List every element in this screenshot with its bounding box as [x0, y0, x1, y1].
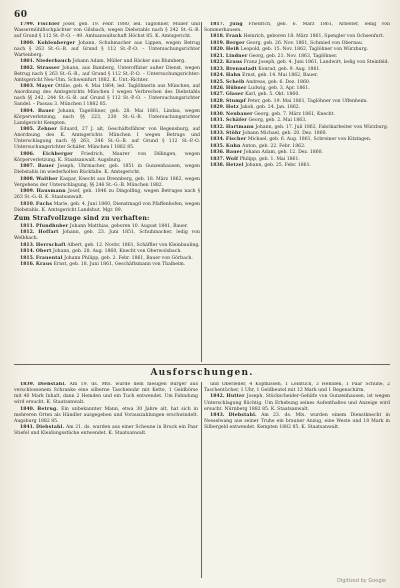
entry [204, 73, 390, 79]
entry-number: 1817. [210, 22, 225, 27]
entry-number: 1830. [210, 111, 225, 117]
entry [14, 66, 200, 84]
entry-text: Johann, geb. 28. Aug. 1860, Knecht von Oberwolsbach. [53, 249, 182, 255]
entry-number: 1821. [210, 53, 225, 59]
entry [204, 137, 390, 143]
entry-text: Ein unbekannter Mann, etwa 30 Jahre alt, hat sich in mehreren Orten als Händler ausgegeben und Vorauszahlungen erschwindelt. Augsburg 1882 85. [14, 406, 198, 424]
entry-text: Georg, geb. 26. Nov. 1861, Schmied von Obernau. [246, 40, 364, 46]
entry-number: 1841. [20, 425, 35, 431]
entry-name: Kraus [225, 60, 243, 66]
entry [14, 224, 200, 230]
entry-text: Leopold, geb. 15. Nov. 1862, Taglöhner von Würzburg. [240, 47, 369, 53]
entry-number: 1803. [20, 84, 35, 90]
entry [14, 382, 198, 406]
entry-name: Berger [225, 40, 245, 46]
entry-number: 1815. [20, 255, 35, 261]
entry [14, 41, 200, 59]
entry-number: 1813. [20, 242, 35, 248]
entry-name: Diebstahl. [228, 413, 257, 419]
entry [14, 230, 200, 242]
entry-name: Herrschaft [35, 242, 66, 248]
entry-text: Eduard, 27 J. alt, Geschäftsführer von Regensburg, auf Anordnung des K. Amtsgerichts München I wegen Betrugs und Unterschlagung nach §§ 263, 246 St.-G.-B. auf Grund § 112 St.-P.-O. Untersuchungsrichter Schäfer. München I 1882 85. [14, 127, 200, 151]
entry-text: Johann Matthias, geboren 10. August 1841, Bauer. [69, 223, 189, 229]
entry [14, 177, 200, 189]
entry-text: Johann, aus Bamberg, Unteroffizier außer Dienst, wegen Betrug nach § 263 St.-G.-B., auf Grund § 112 St.-P.-O. – Untersuchungsrichter: Amtsgericht Neu-Ulm. Schweinfurt 1882. K. Unt.-Richter. [14, 65, 200, 83]
entry-name: Bauer [37, 164, 55, 170]
entry-number: 1834. [210, 137, 225, 143]
entry-name: Stumpf [225, 98, 246, 104]
entry-text: Peter, geb. 19. Mai 1861, Taglöhner von Uffenheim. [247, 98, 368, 104]
entry [204, 99, 390, 105]
entry-number: 1800. [20, 40, 35, 46]
entry-text: Kaspar, Knecht aus Brennberg, geb. 18. März 1862, wegen Vergehens der Unterschlagung, §§ 246 St.-G.-B. München 1882. [14, 176, 200, 188]
entry-number: 1826. [210, 85, 225, 91]
entry-number: 1812. [20, 230, 35, 236]
entry [14, 127, 200, 151]
entry [204, 112, 390, 118]
entry-number: 1809. [20, 189, 35, 195]
entry-name: Schäfer [225, 118, 248, 124]
entry-name: Fischer [225, 137, 247, 143]
entry-text: Am 21. ds. wurden aus einer Scheune in Bruck ein Paar Stiefel und Kleidungsstücke entwendet. K. Staatsanwalt. [14, 425, 198, 437]
entry [204, 150, 390, 156]
entry-text: Johann Michael, geb. 20. Dez. 1860. [242, 131, 328, 137]
entry [204, 105, 390, 111]
entry-name: Diebstahl. [37, 382, 67, 387]
entry [14, 262, 200, 268]
entry-text: Philipp, geb. 1. Mai 1861. [239, 156, 300, 162]
entry-text: Ludwig, geb. 3. Apr. 1861. [248, 85, 310, 91]
entry-text: Franz Joseph, geb. 4. Juni 1861, Landwirt, ledig von Steinfeld. [243, 60, 390, 66]
entry-number: 1825. [210, 79, 225, 85]
entry [14, 243, 200, 249]
entry-name: Hahn [225, 73, 241, 79]
entry-text: Johann, Schuhmacher aus Lippen, wegen Betrug nach § 263 St.-G.-B. auf Grund § 112 St.-P.-O. – Untersuchungsrichter Wartenberg. [14, 40, 200, 58]
entry [204, 47, 390, 53]
entry-number: 1843. [210, 413, 225, 419]
entry [14, 22, 200, 40]
column-divider [201, 22, 202, 362]
entry-name: Pfundhuber [35, 223, 69, 229]
entry [204, 118, 390, 124]
entry-name: Kohlenberger [37, 40, 76, 46]
entry-number: 1805. [20, 127, 35, 133]
entry [204, 92, 390, 98]
entry-text: und Oberleder, 4 Kopfkissen, 1 Leintuch, 3 Hemden, 1 Paar Schuhe, 2 Taschentücher, 1 Uhr, 1 Geldbeutel mit 12 Mark und 1 Regenschirm. [204, 382, 390, 394]
entry-name: Diebstahl. [36, 425, 65, 431]
entry-number: 1811. [20, 223, 35, 229]
entry-text: Georg, geb. 21. Nov. 1863, Taglöhner. [248, 53, 338, 59]
entry-text: Anton, geb. 22. Febr. 1862. [242, 143, 306, 149]
entry [204, 54, 390, 60]
entry-text: Josef, geb. 19. Febr. 1880, led. Taglöhner, Müller und Wassermühlfischpächter von Gilsbach, wegen Diebstahls nach § 242 St.-G.-B. auf Grund § 112 St.-P.-O. – 49. Amtsanwaltschaft Höchst 85. K. Amtsgericht. [14, 22, 200, 40]
entry-name: Hartmann [225, 124, 254, 130]
entry-name: Niederbauch [35, 59, 72, 65]
entry-number: 1823. [210, 66, 225, 72]
entry-name: Neubauer [225, 111, 253, 117]
entry-number: 1822. [210, 60, 225, 66]
entry-text: Ottilie, geb. 4. Mai 1864, led. Taglöhnerin aus München, auf Anordnung des Amtsgerichts München I wegen Verbrechen des Diebstahls nach §§ 242, 244 St.-G.-B. auf Grund § 112 St.-P.-O. – Untersuchungsrichter Sandel. – Passau 3. München I 1882 85. [14, 84, 200, 108]
entry-text: Johann, geb. 23. Juni 1851, Schuhmacher, ledig von Welbhach. [14, 230, 200, 242]
entry-text: Konrad, geb. 9. Aug. 1861. [258, 66, 321, 72]
entry-name: Frauental [35, 255, 63, 261]
entry [204, 67, 390, 73]
entry-number: 1838. [210, 163, 225, 169]
section-divider [14, 364, 390, 365]
entry-number: 1840. [20, 406, 35, 412]
entry-number: 1804. [20, 108, 35, 114]
entry [14, 249, 200, 255]
entry-number: 1816. [20, 261, 35, 267]
entry-number: 1836. [210, 150, 225, 156]
entry-text: Ernst, geb. 18. Juni 1861, Geschäftsmann von Thalheim. [53, 261, 186, 267]
entry-number: 1829. [210, 105, 225, 111]
entry-text: Johann Adam, geb. 12. Dez. 1860. [243, 150, 324, 156]
entry [14, 164, 200, 176]
entry-text: Karl, geb. 5. Okt. 1860. [245, 92, 300, 98]
entry-number: 1801. [20, 59, 35, 65]
entry-text: Johann Philipp, geb. 2. Febr. 1861, Bauer von Görbach. [64, 255, 193, 261]
entry-name: Zehner [37, 127, 58, 133]
entry-number: 1820. [210, 47, 225, 53]
entry-name: Hübner [225, 85, 247, 91]
entry-number: 1799. [20, 22, 35, 27]
entry [204, 413, 390, 431]
entry-text: Friedrich, Maurer von Dillingen, wegen Körperverletzung. K. Staatsanwalt. Augsburg. [14, 151, 200, 163]
entry-text: Andreas, geb. 6. Dez. 1860. [245, 79, 311, 85]
entry-text: Heinrich, geboren 18. März 1861, Spengler von Ochsenfurt. [243, 34, 385, 40]
entry-text: Marie, geb. 4. Juni 1860, Dienstmagd von Pfaffenhofen, wegen Diebstahls. K. Amtsgericht Landshut. Mgr. 89. [14, 201, 200, 213]
entry-name: Kraus [35, 261, 53, 267]
entry-text: Ernst, geb. 14. Mai 1862, Bauer. [242, 73, 318, 79]
entry-text: Albert, geb. 12. Novbr. 1861, Schäffler von Kleinbauling. [67, 242, 200, 248]
entry-name: Walther [36, 176, 58, 182]
entry [14, 84, 200, 108]
lower-left-column [14, 382, 198, 578]
entry [14, 189, 200, 201]
entry-text: Am 23. ds. Mts. wurden einem Dienstknecht in Nesselwang aus seiner Truhe ein brauner Anzug, eine Weste und 18 Mark in Silbergeld entwendet. Kempten 1882 85. K. Staatsanwalt. [204, 413, 390, 431]
entry-number: 1835. [210, 143, 225, 149]
entry [204, 34, 390, 40]
watermark: Digitized by Google [337, 578, 386, 584]
entry-number: 1828. [210, 98, 225, 104]
entry-name: Lindner [225, 53, 248, 59]
entry [204, 382, 390, 394]
entry [14, 202, 200, 214]
entry-name: Eichberger [42, 151, 73, 157]
entry-number: 1810. [20, 201, 35, 207]
entry-name: Betrug. [37, 406, 59, 412]
entry-name: Mayer [36, 84, 54, 90]
entry-text: Jakob, geb. 24. Jan. 1862. [240, 105, 301, 111]
entry-number: 1831. [210, 118, 225, 124]
entry [204, 394, 390, 412]
entry-name: Heiß [225, 47, 240, 53]
section-title: Ausforschungen. [150, 368, 254, 378]
entry-number: 1808. [20, 176, 35, 182]
entry-number: 1827. [210, 92, 225, 98]
entry-text: Josef, geb. 1846 zu Dingolfing, wegen Betruges nach § 263 St.-G.-B. K. Staatsanwalt. [14, 189, 200, 201]
entry [14, 109, 200, 127]
entry-name: Brennstadt [225, 66, 257, 72]
lower-column-divider [201, 382, 202, 578]
entry [14, 152, 200, 164]
entry-name: Hotz [225, 105, 239, 111]
entry [204, 125, 390, 131]
entry-text: Joseph, Stückscheider-Gehilfe von Gunzenhausen, ist wegen Unterschlagung flüchtig. Um Erhebung seines Aufenthaltes und Anzeige wird ersucht. Nürnberg 1882 85. K. Staatsanwalt. [204, 394, 390, 412]
entry-text: Johann, geb. 25. Febr. 1861. [245, 163, 311, 169]
entry-number: 1802. [20, 65, 35, 71]
entry-name: Stöhr [225, 131, 242, 137]
entry-name: Fischler [37, 22, 60, 27]
entry-number: 1832. [210, 124, 225, 130]
entry-name: Bauer [37, 108, 55, 114]
entry-text: Am 19. ds. Mts. wurde dem hiesigen Bürger aus verschlossenem Schranke eine silberne Taschenuhr mit Kette, 1 Geldbörse mit 40 Mark Inhalt, dann 2 Hemden und ein Tuch entwendet. Um Fahndung wird ersucht. K. Staatsanwalt. [14, 382, 198, 406]
page-number: 60 [14, 10, 28, 20]
entry-text: Johann, Tagelöhner, geb. 28. Mai 1861, Lindau, wegen Körperverletzung, nach §§ 223, 230 St.-G.-B. Untersuchungsrichter Landgericht Kempten. [14, 108, 200, 126]
entry-number: 1818. [210, 34, 225, 40]
entry [204, 60, 390, 66]
entry [204, 157, 390, 163]
entry-text: Friedrich, geb. 6. März 1861, Arbeiter, ledig von Sommerhausen. [204, 22, 390, 34]
entry-name: Wolf [225, 156, 239, 162]
entry [14, 59, 200, 65]
entry-name: Strasser [36, 65, 60, 71]
entry-text: Georg, geb. 2. Mai 1863. [248, 118, 307, 124]
entry-text: Michael, geb. 6. Aug. 1861, Schreiner von Kitzingen. [247, 137, 372, 143]
entry-name: Fuchs [35, 201, 53, 207]
entry-number: 1837. [210, 156, 225, 162]
entry-number: 1806. [20, 151, 35, 157]
entry-text: Joseph, Uhrmacher, geb. 1851 in Gunzenhausen, wegen Diebstahls im wiederholten Rückfalle. K. Amtsgericht. [14, 164, 200, 176]
entry-number: 1842. [210, 394, 225, 400]
entry-name: Hoffart [38, 230, 59, 236]
entry [14, 256, 200, 262]
entry [14, 407, 198, 425]
entry-number: 1807. [20, 164, 35, 170]
entry-number: 1819. [210, 40, 225, 46]
entry [204, 80, 390, 86]
entry [204, 22, 390, 34]
entry-number: 1814. [20, 249, 35, 255]
entry-name: Scheib [225, 79, 245, 85]
entry-number: 1839. [20, 382, 35, 387]
entry-text: Johann, geb. 17. Juli 1862, Fabrikarbeiter von Würzburg. [255, 124, 389, 130]
entry-name: Glaser [225, 92, 244, 98]
lower-right-column [204, 382, 390, 578]
entry-name: Hetzel [225, 163, 244, 169]
entry [204, 163, 390, 169]
subsection-heading: Zum Strafvollzuge sind zu verhaften: [14, 215, 150, 223]
entry-name: Kuhn [225, 143, 241, 149]
entry-text: Johann Adam, Müller und Bäcker aus Blumberg. [72, 59, 186, 65]
entry-name: Hausmann [36, 189, 66, 195]
entry-text: Georg, geb. 7. März 1861, Knecht. [254, 111, 335, 117]
entry-name: Bauer [225, 150, 243, 156]
entry-name: Obert [35, 249, 52, 255]
entry [14, 425, 198, 437]
entry-name: Hutter [226, 394, 245, 400]
entry-number: 1824. [210, 73, 225, 79]
entry-name: Frank [225, 34, 242, 40]
entry-name: Jung [229, 22, 243, 27]
entry-number: 1833. [210, 131, 225, 137]
